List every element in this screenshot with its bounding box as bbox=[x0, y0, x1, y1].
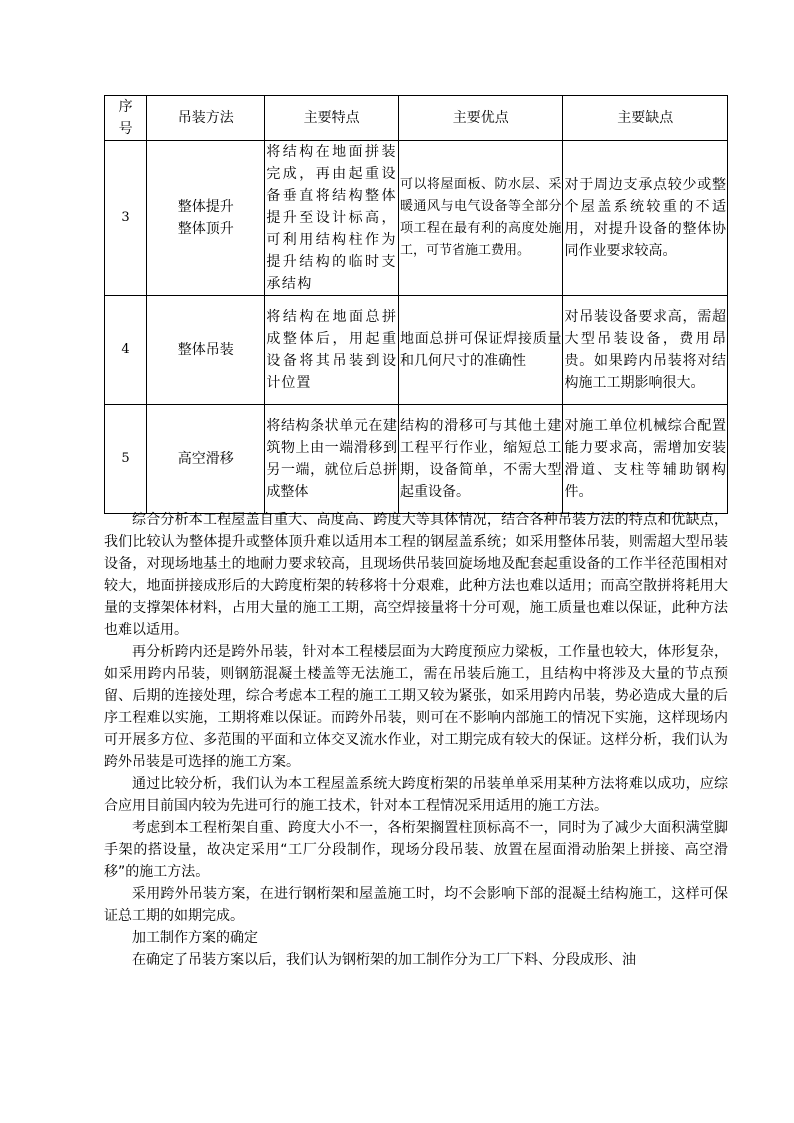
paragraph: 采用跨外吊装方案，在进行钢桁架和屋盖施工时，均不会影响下部的混凝土结构施工，这样可保证总工期的如期完成。 bbox=[104, 886, 728, 924]
main-disadvantage: 对施工单位机械综合配置能力要求高，需增加安装滑道、支柱等辅助钢构件。 bbox=[563, 405, 728, 514]
main-disadvantage: 对吊装设备要求高，需超大型吊装设备，费用昂贵。如果跨内吊装将对结构施工工期影响很大。 bbox=[563, 296, 728, 405]
main-advantage: 结构的滑移可与其他土建工程平行作业，缩短总工期，设备简单，不需大型起重设备。 bbox=[399, 405, 563, 514]
method-name: 整体提升 整体顶升 bbox=[147, 141, 265, 296]
row-number: 4 bbox=[105, 296, 147, 405]
paragraph: 通过比较分析，我们认为本工程屋盖系统大跨度桁架的吊装单单采用某种方法将难以成功，应综合应用目前国内较为先进可行的施工技术，针对本工程情况采用适用的施工方法。 bbox=[104, 776, 728, 814]
paragraph: 考虑到本工程桁架自重、跨度大小不一，各桁架搁置柱顶标高不一，同时为了减少大面积满堂脚手架的搭设量，故决定采用“工厂分段制作，现场分段吊装、放置在屋面滑动胎架上拼接、高空滑移”的施工方法。 bbox=[104, 820, 728, 880]
table-row bbox=[105, 141, 728, 296]
main-feature: 将结构在地面总拼成整体后，用起重设备将其吊装到设计位置 bbox=[265, 296, 399, 405]
row-number: 5 bbox=[105, 405, 147, 514]
header-advantage: 主要优点 bbox=[399, 96, 563, 141]
header-method: 吊装方法 bbox=[147, 96, 265, 141]
paragraph: 再分析跨内还是跨外吊装，针对本工程楼层面为大跨度预应力梁板，工作量也较大，体形复杂，如采用跨内吊装，则钢筋混凝土楼盖等无法施工，需在吊装后施工，且结构中将涉及大量的节点预留、后期的连接处理，综合考虑本工程的施工工期又较为紧张，如采用跨内吊装，势必造成大量的后序工程难以实施，工期将难以保证。而跨外吊装，则可在不影响内部施工的情况下实施，这样现场内可开展多方位、多范围的平面和立体交叉流水作业，对工期完成有较大的保证。这样分析，我们认为跨外吊装是可选择的施工方案。 bbox=[104, 644, 728, 770]
main-advantage: 可以将屋面板、防水层、采暖通风与电气设备等全部分项工程在最有利的高度处施工，可节省施工费用。 bbox=[399, 141, 563, 296]
section-heading: 加工制作方案的确定 bbox=[132, 930, 258, 946]
main-disadvantage: 对于周边支承点较少或整个屋盖系统较重的不适用，对提升设备的整体协同作业要求较高。 bbox=[563, 141, 728, 296]
table-header-row bbox=[105, 96, 728, 141]
main-feature: 将结构在地面拼装完成，再由起重设备垂直将结构整体提升至设计标高，可利用结构柱作为提升结构的临时支承结构 bbox=[265, 141, 399, 296]
paragraph: 在确定了吊装方案以后，我们认为钢桁架的加工制作分为工厂下料、分段成形、油 bbox=[132, 952, 636, 968]
paragraph: 综合分析本工程屋盖自重大、高度高、跨度大等具体情况，结合各种吊装方法的特点和优缺点，我们比较认为整体提升或整体顶升难以适用本工程的钢屋盖系统；如采用整体吊装，则需超大型吊装设备，对现场地基土的地耐力要求较高，且现场供吊装回旋场地及配套起重设备的工作半径范围相对较大，地面拼接成形后的大跨度桁架的转移将十分艰难，此种方法也难以适用；而高空散拼将耗用大量的支撑架体材料，占用大量的施工工期，高空焊接量将十分可观，施工质量也难以保证，此种方法也难以适用。 bbox=[104, 512, 728, 638]
method-name: 高空滑移 bbox=[147, 405, 265, 514]
table-row bbox=[105, 296, 728, 405]
table-row bbox=[105, 405, 728, 514]
header-feature: 主要特点 bbox=[265, 96, 399, 141]
lifting-methods-table bbox=[104, 95, 728, 514]
body-text bbox=[104, 509, 728, 971]
main-feature: 将结构条状单元在建筑物上由一端滑移到另一端，就位后总拼成整体 bbox=[265, 405, 399, 514]
header-disadvantage: 主要缺点 bbox=[563, 96, 728, 141]
row-number: 3 bbox=[105, 141, 147, 296]
method-name: 整体吊装 bbox=[147, 296, 265, 405]
main-advantage: 地面总拼可保证焊接质量和几何尺寸的准确性 bbox=[399, 296, 563, 405]
header-no: 序号 bbox=[105, 96, 147, 141]
